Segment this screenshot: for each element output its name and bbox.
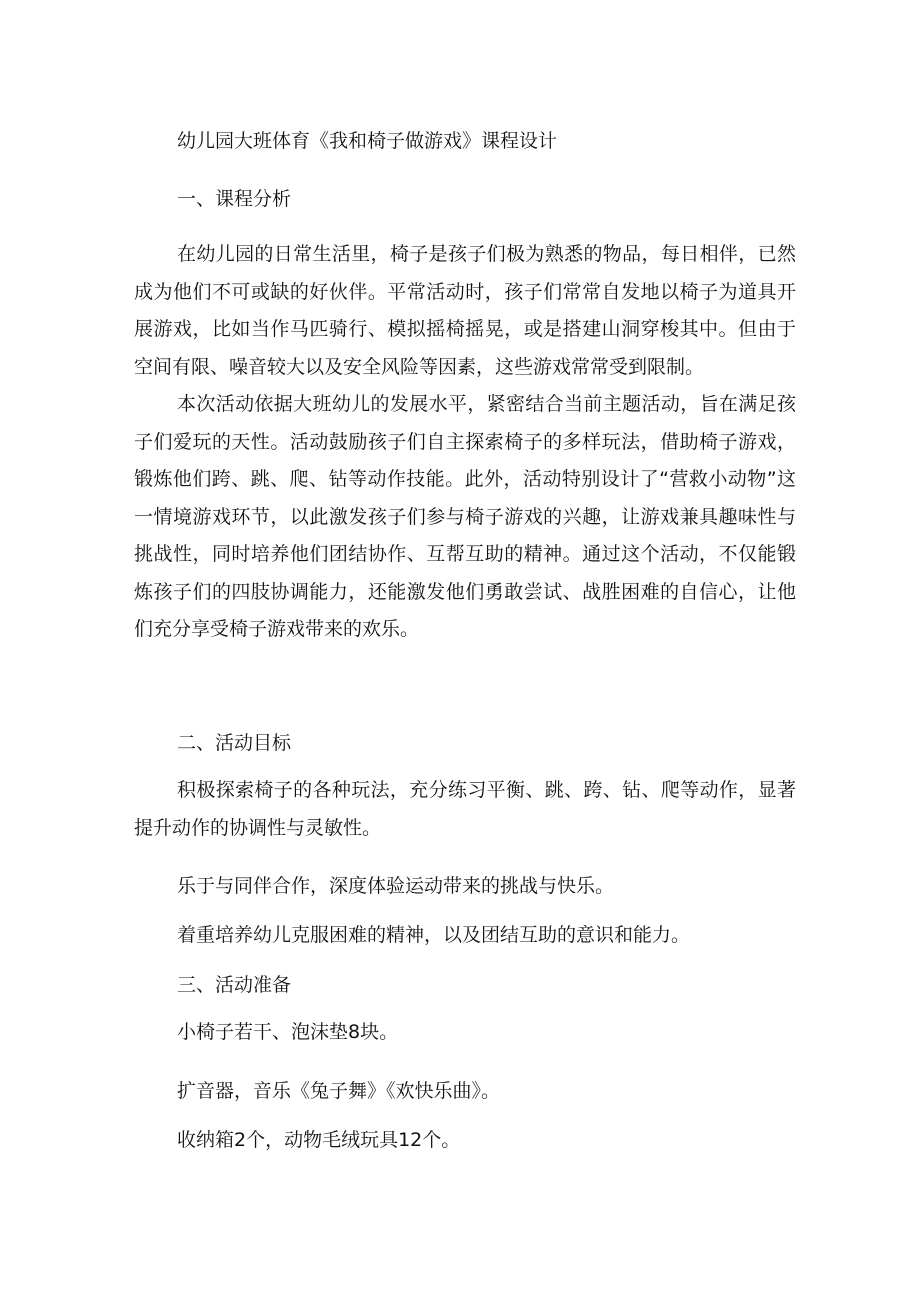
paragraph-prep-2: 扩音器，音乐《兔子舞》《欢快乐曲》。: [177, 1080, 501, 1102]
paragraph-goal-2: 乐于与同伴合作，深度体验运动带来的挑战与快乐。: [177, 875, 615, 897]
paragraph-prep-1: 小椅子若干、泡沫垫8块。: [177, 1021, 399, 1043]
paragraph-analysis-2: 本次活动依据大班幼儿的发展水平，紧密结合当前主题活动，旨在满足孩子们爱玩的天性。活动鼓励孩子们自主探索椅子的多样玩法，借助椅子游戏，锻炼他们跨、跳、爬、钻等动作技能。此外，活动特别设计了“营救小动物”这一情境游戏环节，以此激发孩子们参与椅子游戏的兴趣，让游戏兼具趣味性与挑战性，同时培养他们团结协作、互帮互助的精神。通过这个活动，不仅能锻炼孩子们的四肢协调能力，还能激发他们勇敢尝试、战胜困难的自信心，让他们充分享受椅子游戏带来的欢乐。: [134, 393, 796, 640]
section-heading-goals: 二、活动目标: [177, 732, 292, 754]
section-heading-preparation: 三、活动准备: [177, 974, 292, 996]
paragraph-goal-1: 积极探索椅子的各种玩法，充分练习平衡、跳、跨、钻、爬等动作，显著提升动作的协调性与灵敏性。: [134, 779, 796, 839]
section-heading-analysis: 一、课程分析: [177, 188, 292, 210]
paragraph-analysis-1: 在幼儿园的日常生活里，椅子是孩子们极为熟悉的物品，每日相伴，已然成为他们不可或缺的好伙伴。平常活动时，孩子们常常自发地以椅子为道具开展游戏，比如当作马匹骑行、模拟摇椅摇晃，或是搭建山洞穿梭其中。但由于空间有限、噪音较大以及安全风险等因素，这些游戏常常受到限制。: [134, 243, 796, 378]
paragraph-goal-3: 着重培养幼儿克服困难的精神，以及团结互助的意识和能力。: [177, 924, 691, 946]
paragraph-prep-3: 收纳箱2个，动物毛绒玩具12个。: [177, 1129, 461, 1151]
document-title: 幼儿园大班体育《我和椅子做游戏》课程设计: [177, 130, 558, 152]
